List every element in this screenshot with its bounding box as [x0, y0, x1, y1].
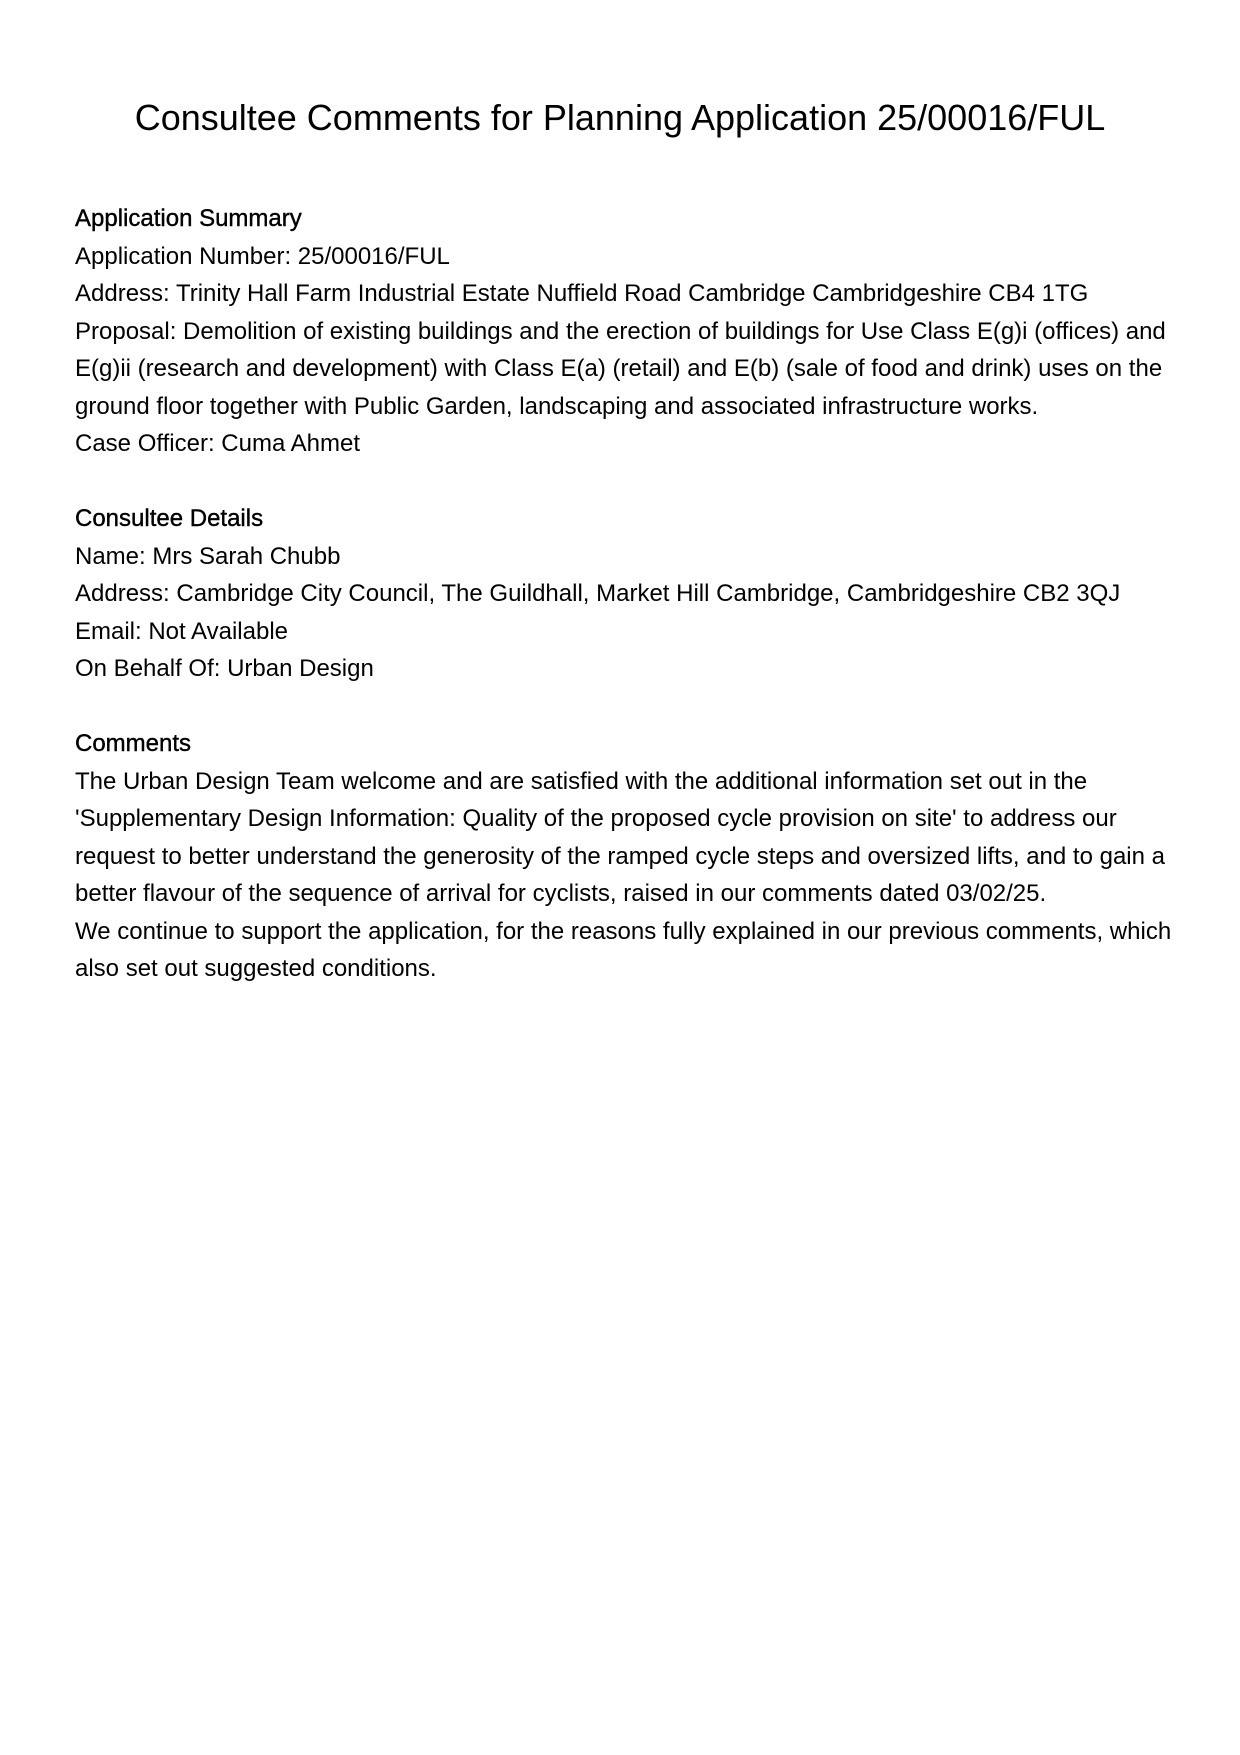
consultee-name: Name: Mrs Sarah Chubb: [75, 542, 341, 570]
page-title: Consultee Comments for Planning Application 25/00016/FUL: [134, 97, 1106, 138]
comments-paragraph: We continue to support the application, for the reasons fully explained in our previous comments, which also set out suggested conditions.: [75, 917, 1172, 982]
consultee-address: Address: Cambridge City Council, The Guildhall, Market Hill Cambridge, Cambridgeshire CB2 3QJ: [75, 580, 1121, 607]
comments-paragraph: The Urban Design Team welcome and are satisfied with the additional information set out in the 'Supplementary Design Information: Quality of the proposed cycle provision on site' to address our request to better understand the generosity of the ramped cycle steps and oversized lifts, and to gain a better flavour of the sequence of arrival for cyclists, raised in our comments dated 03/02/25.: [75, 767, 1165, 907]
application-summary-heading: Application Summary: [75, 205, 302, 232]
consultee-on-behalf-of: On Behalf Of: Urban Design: [75, 655, 374, 682]
application-proposal: Proposal: Demolition of existing buildings and the erection of buildings for Use Class E(g)i (offices) and E(g)ii (research and development) with Class E(a) (retail) and E(b) (sale of food and drink) uses on the ground floor together with Public Garden, landscaping and associated infrastructure works.: [75, 317, 1166, 420]
consultee-details-heading: Consultee Details: [75, 505, 264, 532]
application-summary-section: [75, 200, 1175, 463]
application-number: Application Number: 25/00016/FUL: [75, 242, 450, 270]
comments-section: [75, 725, 1175, 988]
case-officer: Case Officer: Cuma Ahmet: [75, 430, 360, 457]
comments-heading: Comments: [75, 730, 192, 757]
application-address: Address: Trinity Hall Farm Industrial Estate Nuffield Road Cambridge Cambridgeshire CB4 1TG: [75, 280, 1089, 307]
consultee-email: Email: Not Available: [75, 617, 288, 645]
document-content: [75, 200, 1175, 1025]
consultee-details-section: [75, 500, 1175, 688]
